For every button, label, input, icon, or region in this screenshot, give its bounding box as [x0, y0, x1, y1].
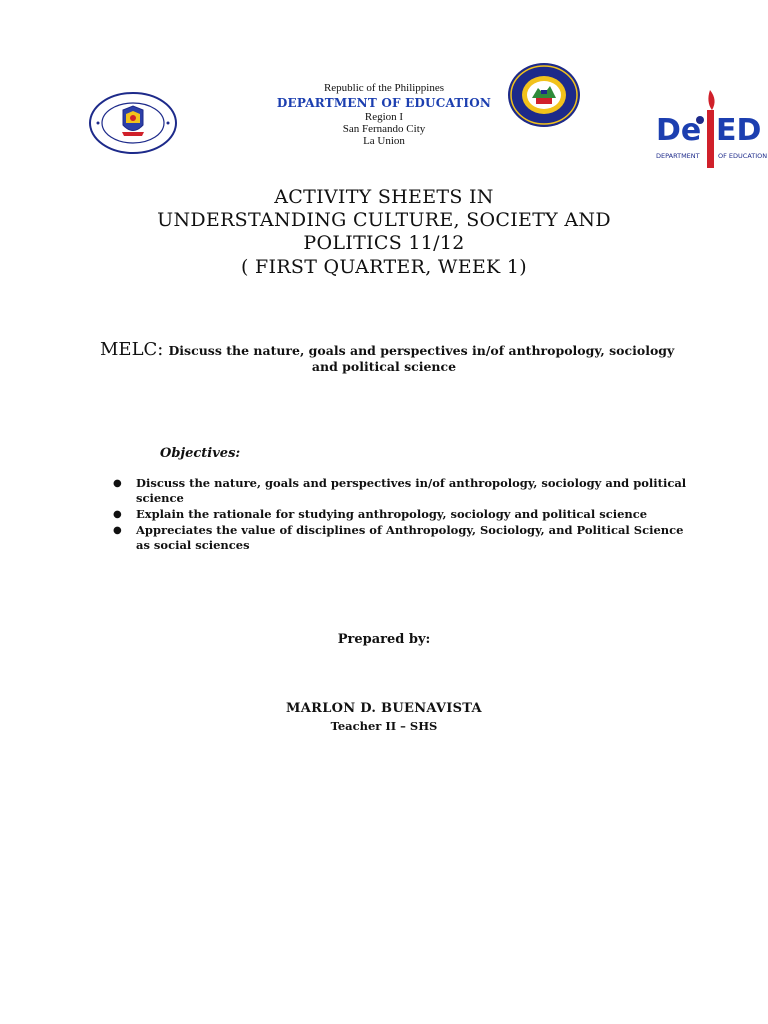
region-line: Region I [364, 111, 404, 123]
bullet-icon: ● [113, 525, 122, 536]
objective-text: Appreciates the value of disciplines of Anthropology, Sociology, and Political Science as social sciences [136, 523, 684, 552]
province-line: La Union [363, 135, 405, 147]
svg-text:OF EDUCATION: OF EDUCATION [718, 152, 768, 160]
objective-item [113, 507, 693, 522]
prepared-by-label: Prepared by: [337, 632, 431, 647]
title-line-4: ( FIRST QUARTER, WEEK 1) [240, 256, 527, 278]
republic-line: Republic of the Philippines [323, 82, 445, 94]
title-line-2: UNDERSTANDING CULTURE, SOCIETY AND [157, 209, 611, 231]
bullet-icon: ● [113, 509, 122, 520]
objective-item [113, 476, 693, 506]
preparer-name: MARLON D. BUENAVISTA [286, 701, 482, 716]
svg-text:DEPARTMENT: DEPARTMENT [656, 152, 700, 160]
region-seal-logo [506, 62, 582, 128]
svg-text:ED: ED [716, 113, 762, 148]
bullet-icon: ● [113, 478, 122, 489]
svg-text:De: De [656, 113, 702, 148]
title-line-1: ACTIVITY SHEETS IN [274, 186, 494, 208]
deped-wordmark-logo [654, 88, 768, 174]
title-line-3: POLITICS 11/12 [303, 232, 465, 254]
melc-label: MELC: [100, 339, 164, 360]
department-name: DEPARTMENT OF EDUCATION [276, 96, 492, 110]
objective-item [113, 523, 693, 553]
melc-text-line-1: Discuss the nature, goals and perspectives in/of anthropology, sociology [168, 343, 675, 358]
objectives-heading: Objectives: [160, 446, 241, 461]
melc-text-line-2: and political science [311, 359, 457, 374]
preparer-role: Teacher II – SHS [330, 719, 438, 733]
objective-text: Explain the rationale for studying anthropology, sociology and political science [136, 507, 648, 521]
melc-block [100, 339, 700, 360]
objectives-list [113, 476, 693, 554]
city-line: San Fernando City [342, 123, 426, 135]
objective-text: Discuss the nature, goals and perspectives in/of anthropology, sociology and political science [136, 476, 687, 505]
